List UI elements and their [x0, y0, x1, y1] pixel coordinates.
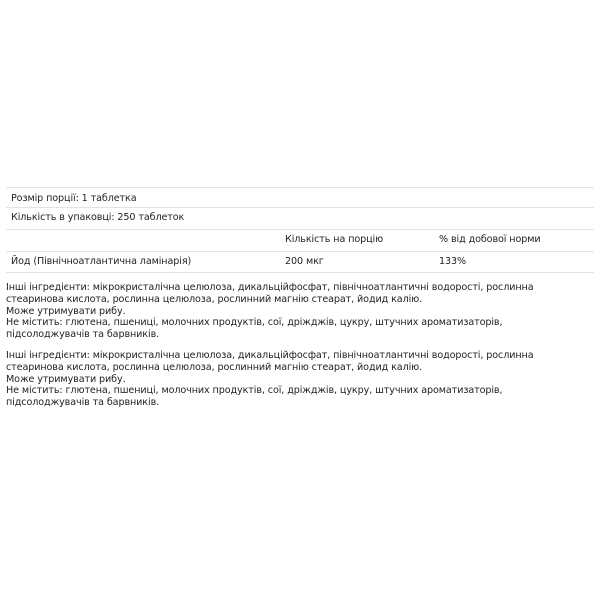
daily-value-header: % від добової норми — [439, 234, 541, 245]
serving-size-row — [6, 187, 594, 207]
other-ingredients-text: Інші інгредієнти: мікрокристалічна целюлоза, дикальційфосфат, північноатлантичні водорості, рослинна стеаринова кислота, рослинна целюлоза, рослинний магнію стеарат, йодид калію. — [6, 350, 534, 373]
nutrient-amount: 200 мкг — [285, 256, 324, 267]
supplement-facts-table — [6, 187, 594, 273]
free-of-text: Не містить: глютена, пшениці, молочних продуктів, сої, дріжджів, цукру, штучних ароматизаторів, підсолоджувачів та барвників. — [6, 385, 503, 409]
allergen-fish-text: Може утримувати рибу. — [6, 305, 126, 317]
table-row — [6, 251, 594, 273]
servings-per-container: Кількість в упаковці: 250 таблеток — [11, 212, 185, 223]
amount-per-serving-header: Кількість на порцію — [285, 234, 384, 245]
table-header-row — [6, 229, 594, 251]
nutrient-name: Йод (Північноатлантична ламінарія) — [11, 256, 192, 267]
serving-size: Розмір порції: 1 таблетка — [11, 193, 137, 204]
allergen-fish-text: Може утримувати рибу. — [6, 373, 126, 385]
ingredients-block — [6, 350, 586, 409]
servings-per-container-row — [6, 207, 594, 229]
ingredients-block — [6, 282, 586, 341]
free-of-text: Не містить: глютена, пшениці, молочних продуктів, сої, дріжджів, цукру, штучних ароматизаторів, підсолоджувачів та барвників. — [6, 317, 503, 341]
other-ingredients-text: Інші інгредієнти: мікрокристалічна целюлоза, дикальційфосфат, північноатлантичні водорості, рослинна стеаринова кислота, рослинна целюлоза, рослинний магнію стеарат, йодид калію. — [6, 282, 534, 305]
nutrient-daily-value: 133% — [439, 256, 467, 267]
